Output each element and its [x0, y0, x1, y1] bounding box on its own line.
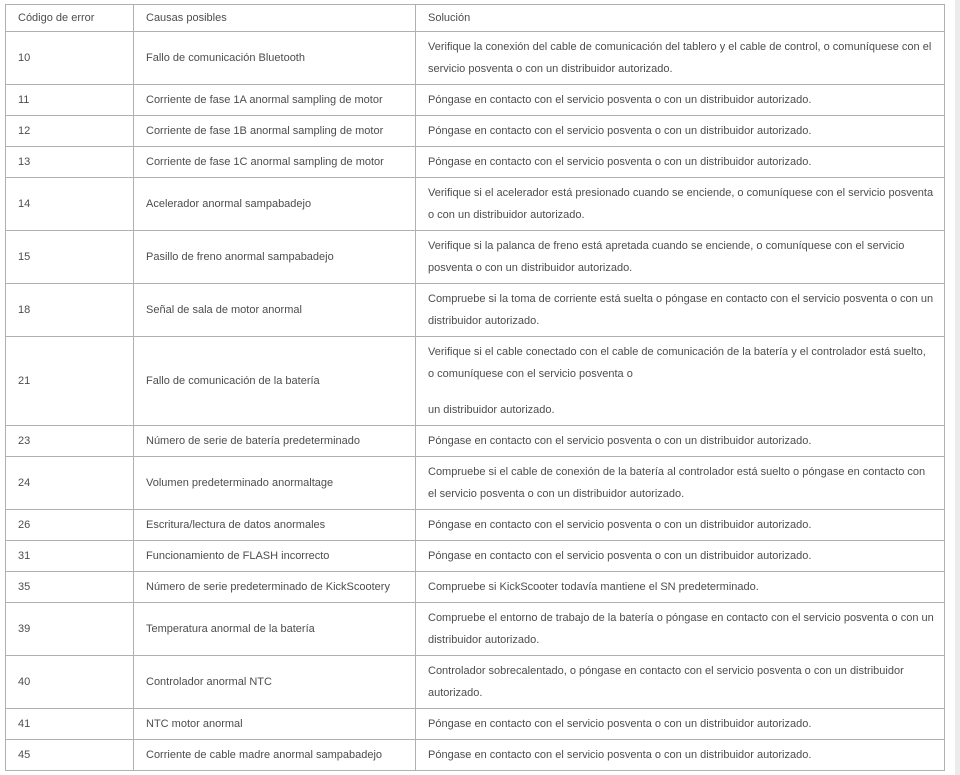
table-row	[6, 740, 945, 771]
solution-paragraph: Compruebe el entorno de trabajo de la batería o póngase en contacto con el servicio posventa o con un distribuidor autorizado.	[428, 612, 934, 646]
solution-paragraph: Póngase en contacto con el servicio posventa o con un distribuidor autorizado.	[428, 550, 812, 562]
error-code-cell: 23	[6, 426, 134, 457]
table-row	[6, 656, 945, 709]
table-header-row	[6, 5, 945, 32]
possible-cause-cell: Número de serie de batería predeterminado	[134, 426, 416, 457]
solution-cell	[416, 426, 945, 457]
solution-cell	[416, 572, 945, 603]
table-row	[6, 457, 945, 510]
possible-cause-cell: Funcionamiento de FLASH incorrecto	[134, 541, 416, 572]
table-row	[6, 603, 945, 656]
header-possible-causes: Causas posibles	[134, 5, 416, 32]
error-code-cell: 40	[6, 656, 134, 709]
solution-cell	[416, 178, 945, 231]
solution-cell	[416, 32, 945, 85]
error-code-cell: 41	[6, 709, 134, 740]
possible-cause-cell: Corriente de fase 1B anormal sampling de motor	[134, 116, 416, 147]
error-code-cell: 39	[6, 603, 134, 656]
solution-cell	[416, 457, 945, 510]
table-row	[6, 231, 945, 284]
possible-cause-cell: NTC motor anormal	[134, 709, 416, 740]
solution-paragraph: Compruebe si la toma de corriente está suelta o póngase en contacto con el servicio posventa o con un distribuidor autorizado.	[428, 293, 934, 327]
possible-cause-cell: Pasillo de freno anormal sampabadejo	[134, 231, 416, 284]
solution-paragraph: Póngase en contacto con el servicio posventa o con un distribuidor autorizado.	[428, 749, 812, 761]
solution-cell	[416, 116, 945, 147]
error-code-cell: 31	[6, 541, 134, 572]
possible-cause-cell: Número de serie predeterminado de KickScootery	[134, 572, 416, 603]
possible-cause-cell: Escritura/lectura de datos anormales	[134, 510, 416, 541]
solution-paragraph: Verifique la conexión del cable de comunicación del tablero y el cable de control, o comuníquese con el servicio posventa o con un distribuidor autorizado.	[428, 41, 932, 75]
possible-cause-cell: Acelerador anormal sampabadejo	[134, 178, 416, 231]
table-row	[6, 426, 945, 457]
error-code-cell: 21	[6, 337, 134, 426]
solution-paragraph: Compruebe si KickScooter todavía mantiene el SN predeterminado.	[428, 581, 759, 593]
page-edge-strip	[955, 0, 960, 775]
header-solution: Solución	[416, 5, 945, 32]
solution-paragraph: Póngase en contacto con el servicio posventa o con un distribuidor autorizado.	[428, 125, 812, 137]
error-code-cell: 14	[6, 178, 134, 231]
solution-cell	[416, 709, 945, 740]
error-code-cell: 24	[6, 457, 134, 510]
solution-paragraph: Póngase en contacto con el servicio posventa o con un distribuidor autorizado.	[428, 435, 812, 447]
table-row	[6, 178, 945, 231]
error-code-cell: 10	[6, 32, 134, 85]
solution-cell	[416, 147, 945, 178]
solution-paragraph: un distribuidor autorizado.	[428, 404, 555, 416]
solution-paragraph: Verifique si la palanca de freno está apretada cuando se enciende, o comuníquese con el servicio posventa o con un distribuidor autorizado.	[428, 240, 905, 274]
table-body	[6, 32, 945, 771]
solution-cell	[416, 656, 945, 709]
table-row	[6, 147, 945, 178]
solution-cell	[416, 541, 945, 572]
solution-cell	[416, 337, 945, 426]
table-row	[6, 572, 945, 603]
possible-cause-cell: Fallo de comunicación Bluetooth	[134, 32, 416, 85]
solution-paragraph: Póngase en contacto con el servicio posventa o con un distribuidor autorizado.	[428, 156, 812, 168]
solution-paragraph: Verifique si el cable conectado con el cable de comunicación de la batería y el controlador está suelto, o comuníquese con el servicio posventa o	[428, 346, 926, 380]
possible-cause-cell: Fallo de comunicación de la batería	[134, 337, 416, 426]
table-row	[6, 337, 945, 426]
solution-cell	[416, 284, 945, 337]
table-row	[6, 284, 945, 337]
solution-cell	[416, 85, 945, 116]
error-code-cell: 13	[6, 147, 134, 178]
possible-cause-cell: Volumen predeterminado anormaltage	[134, 457, 416, 510]
possible-cause-cell: Corriente de cable madre anormal sampabadejo	[134, 740, 416, 771]
error-codes-table	[5, 4, 945, 771]
error-code-cell: 18	[6, 284, 134, 337]
solution-paragraph: Póngase en contacto con el servicio posventa o con un distribuidor autorizado.	[428, 94, 812, 106]
possible-cause-cell: Temperatura anormal de la batería	[134, 603, 416, 656]
table-row	[6, 541, 945, 572]
table-row	[6, 510, 945, 541]
solution-cell	[416, 740, 945, 771]
possible-cause-cell: Corriente de fase 1A anormal sampling de motor	[134, 85, 416, 116]
solution-cell	[416, 603, 945, 656]
error-code-cell: 11	[6, 85, 134, 116]
solution-paragraph: Controlador sobrecalentado, o póngase en contacto con el servicio posventa o con un distribuidor autorizado.	[428, 665, 904, 699]
solution-cell	[416, 510, 945, 541]
possible-cause-cell: Controlador anormal NTC	[134, 656, 416, 709]
solution-paragraph: Póngase en contacto con el servicio posventa o con un distribuidor autorizado.	[428, 718, 812, 730]
table-row	[6, 709, 945, 740]
header-error-code: Código de error	[6, 5, 134, 32]
table-row	[6, 32, 945, 85]
table-row	[6, 116, 945, 147]
solution-paragraph: Compruebe si el cable de conexión de la batería al controlador está suelto o póngase en contacto con el servicio posventa o con un distribuidor autorizado.	[428, 466, 926, 500]
error-code-cell: 35	[6, 572, 134, 603]
solution-paragraph: Póngase en contacto con el servicio posventa o con un distribuidor autorizado.	[428, 519, 812, 531]
error-code-cell: 26	[6, 510, 134, 541]
possible-cause-cell: Señal de sala de motor anormal	[134, 284, 416, 337]
error-code-cell: 15	[6, 231, 134, 284]
possible-cause-cell: Corriente de fase 1C anormal sampling de motor	[134, 147, 416, 178]
table-row	[6, 85, 945, 116]
solution-cell	[416, 231, 945, 284]
error-code-cell: 12	[6, 116, 134, 147]
solution-paragraph: Verifique si el acelerador está presionado cuando se enciende, o comuníquese con el servicio posventa o con un distribuidor autorizado.	[428, 187, 934, 221]
error-code-cell: 45	[6, 740, 134, 771]
